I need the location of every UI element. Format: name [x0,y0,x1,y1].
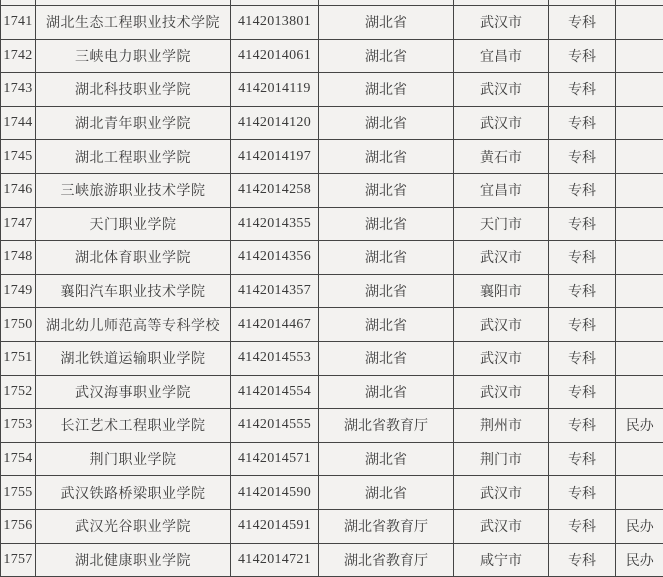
cell-school-name: 长江艺术工程职业学院 [36,409,231,443]
cell-education-level: 专科 [549,173,616,207]
table-row [1,308,663,342]
cell-city: 武汉市 [454,476,549,510]
cell-ownership-type [616,375,663,409]
cell-school-name: 湖北健康职业学院 [36,543,231,577]
cell-row-number: 1743 [1,73,36,107]
cell-education-level: 专科 [549,39,616,73]
cell-school-code: 4142014467 [231,308,319,342]
cell-row-number: 1750 [1,308,36,342]
cell-education-level: 专科 [549,409,616,443]
cell-supervising-authority: 湖北省 [319,6,454,40]
cell-school-name: 三峡电力职业学院 [36,39,231,73]
cell-city: 宜昌市 [454,39,549,73]
table-row [1,341,663,375]
cell-supervising-authority: 湖北省 [319,73,454,107]
cell-education-level: 专科 [549,6,616,40]
cell-city: 荆州市 [454,409,549,443]
cell-row-number: 1757 [1,543,36,577]
cell-school-name: 襄阳汽车职业技术学院 [36,274,231,308]
cell-school-name: 湖北工程职业学院 [36,140,231,174]
table-row [1,140,663,174]
cell-supervising-authority: 湖北省 [319,341,454,375]
table-row [1,509,663,543]
cell-city: 武汉市 [454,241,549,275]
cell-ownership-type [616,442,663,476]
cell-school-code: 4142014553 [231,341,319,375]
cell-city: 黄石市 [454,140,549,174]
cell-school-name: 三峡旅游职业技术学院 [36,173,231,207]
table-row [1,6,663,40]
cell-school-code: 4142014356 [231,241,319,275]
cell-education-level: 专科 [549,106,616,140]
cell-row-number: 1748 [1,241,36,275]
cell-school-name: 武汉海事职业学院 [36,375,231,409]
table-row [1,207,663,241]
cell-city: 咸宁市 [454,543,549,577]
cell-row-number: 1751 [1,341,36,375]
cell-row-number: 1746 [1,173,36,207]
cell-school-code: 4142014355 [231,207,319,241]
cell-education-level: 专科 [549,140,616,174]
cell-school-name: 湖北科技职业学院 [36,73,231,107]
cell-row-number: 1742 [1,39,36,73]
cell-row-number: 1755 [1,476,36,510]
cell-education-level: 专科 [549,543,616,577]
cell-ownership-type [616,173,663,207]
cell-row-number: 1744 [1,106,36,140]
cell-ownership-type [616,106,663,140]
cell-education-level: 专科 [549,442,616,476]
cell-supervising-authority: 湖北省 [319,241,454,275]
cell-city: 武汉市 [454,106,549,140]
cell-school-code: 4142014258 [231,173,319,207]
cell-supervising-authority: 湖北省 [319,173,454,207]
cell-city: 武汉市 [454,308,549,342]
table-row [1,39,663,73]
cell-row-number: 1756 [1,509,36,543]
cell-school-code: 4142014571 [231,442,319,476]
cell-ownership-type [616,6,663,40]
cell-school-code: 4142014590 [231,476,319,510]
cell-supervising-authority: 湖北省教育厅 [319,543,454,577]
cell-school-name: 荆门职业学院 [36,442,231,476]
cell-ownership-type [616,341,663,375]
cell-row-number: 1752 [1,375,36,409]
cell-school-code: 4142014119 [231,73,319,107]
cell-city: 武汉市 [454,509,549,543]
cell-school-code: 4142014591 [231,509,319,543]
cell-supervising-authority: 湖北省 [319,442,454,476]
table-row [1,409,663,443]
cell-school-name: 武汉光谷职业学院 [36,509,231,543]
table-row [1,442,663,476]
cell-supervising-authority: 湖北省教育厅 [319,409,454,443]
cell-supervising-authority: 湖北省 [319,308,454,342]
cell-ownership-type [616,308,663,342]
cell-school-code: 4142014721 [231,543,319,577]
cell-education-level: 专科 [549,341,616,375]
cell-row-number: 1749 [1,274,36,308]
cell-school-name: 湖北幼儿师范高等专科学校 [36,308,231,342]
cell-school-name: 武汉铁路桥梁职业学院 [36,476,231,510]
cell-school-code: 4142014555 [231,409,319,443]
cell-row-number: 1745 [1,140,36,174]
cell-ownership-type [616,241,663,275]
cell-row-number: 1747 [1,207,36,241]
cell-city: 武汉市 [454,341,549,375]
cell-ownership-type [616,476,663,510]
cell-ownership-type [616,73,663,107]
cell-ownership-type [616,140,663,174]
table-row [1,73,663,107]
table-body [1,0,663,577]
cell-ownership-type [616,274,663,308]
table-row [1,274,663,308]
cell-education-level: 专科 [549,308,616,342]
cell-ownership-type: 民办 [616,509,663,543]
cell-city: 襄阳市 [454,274,549,308]
cell-ownership-type [616,207,663,241]
table-row [1,476,663,510]
cell-supervising-authority: 湖北省教育厅 [319,509,454,543]
cell-school-code: 4142014554 [231,375,319,409]
table-row [1,241,663,275]
cell-school-name: 湖北生态工程职业技术学院 [36,6,231,40]
cell-school-code: 4142014061 [231,39,319,73]
cell-school-name: 湖北青年职业学院 [36,106,231,140]
cell-city: 荆门市 [454,442,549,476]
cell-supervising-authority: 湖北省 [319,106,454,140]
table-row [1,375,663,409]
cell-row-number: 1741 [1,6,36,40]
cell-supervising-authority: 湖北省 [319,207,454,241]
cell-school-code: 4142014120 [231,106,319,140]
cell-education-level: 专科 [549,509,616,543]
cell-supervising-authority: 湖北省 [319,274,454,308]
table-row [1,543,663,577]
cell-supervising-authority: 湖北省 [319,140,454,174]
cell-row-number: 1753 [1,409,36,443]
cell-city: 武汉市 [454,73,549,107]
cell-supervising-authority: 湖北省 [319,375,454,409]
cell-row-number: 1754 [1,442,36,476]
cell-ownership-type: 民办 [616,409,663,443]
cell-city: 宜昌市 [454,173,549,207]
cell-ownership-type: 民办 [616,543,663,577]
cell-city: 天门市 [454,207,549,241]
cell-school-name: 湖北铁道运输职业学院 [36,341,231,375]
cell-education-level: 专科 [549,73,616,107]
cell-supervising-authority: 湖北省 [319,39,454,73]
cell-city: 武汉市 [454,375,549,409]
cell-city: 武汉市 [454,6,549,40]
table-row [1,106,663,140]
cell-education-level: 专科 [549,274,616,308]
cell-school-code: 4142014357 [231,274,319,308]
cell-education-level: 专科 [549,207,616,241]
cell-school-code: 4142013801 [231,6,319,40]
cell-supervising-authority: 湖北省 [319,476,454,510]
cell-education-level: 专科 [549,375,616,409]
table-row [1,173,663,207]
cell-school-code: 4142014197 [231,140,319,174]
cell-school-name: 天门职业学院 [36,207,231,241]
cell-ownership-type [616,39,663,73]
cell-school-name: 湖北体育职业学院 [36,241,231,275]
cell-education-level: 专科 [549,241,616,275]
cell-education-level: 专科 [549,476,616,510]
